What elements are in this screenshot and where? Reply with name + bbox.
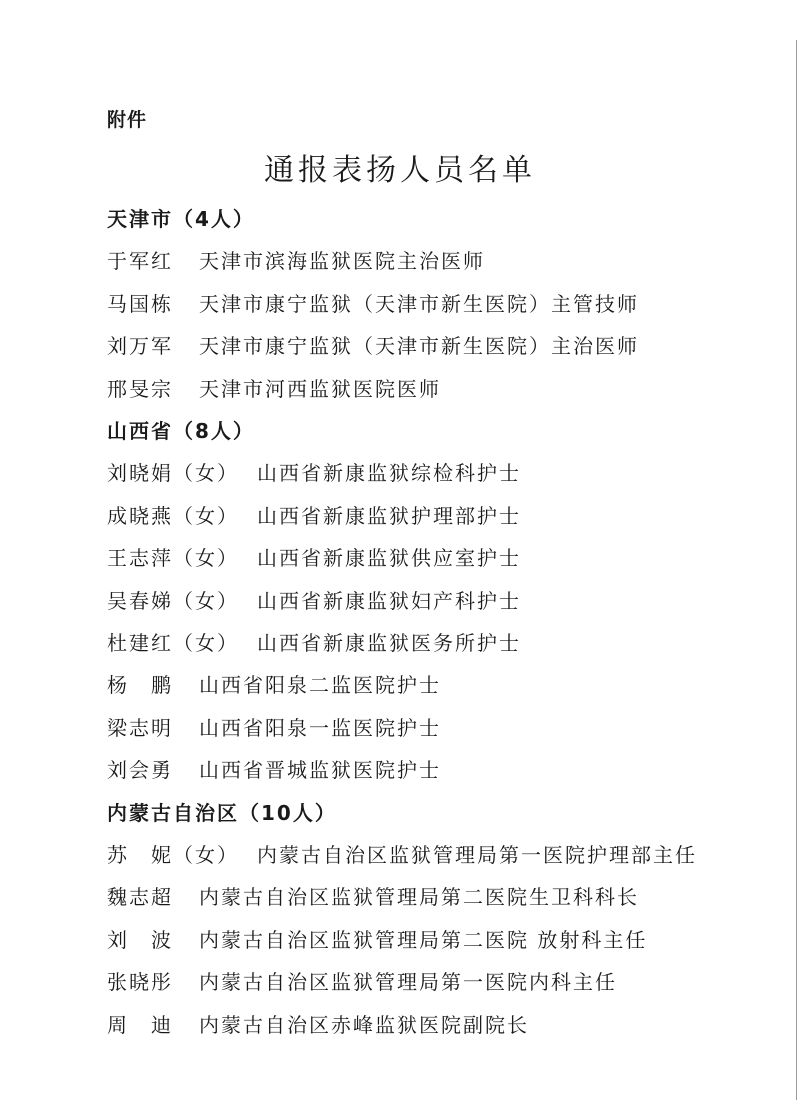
honoree-title: 天津市滨海监狱医院主治医师	[199, 249, 485, 274]
honoree-entry	[107, 247, 485, 275]
honoree-name: 苏 妮（女）	[107, 843, 239, 867]
honoree-name: 王志萍（女）	[107, 546, 239, 571]
honoree-name: 杨 鹏	[107, 673, 173, 698]
honoree-title: 山西省晋城监狱医院护士	[199, 758, 441, 783]
honoree-title: 山西省新康监狱供应室护士	[257, 546, 521, 571]
honoree-title: 山西省阳泉一监医院护士	[199, 715, 441, 740]
honoree-entry	[107, 502, 521, 530]
honoree-name: 于军红	[107, 249, 173, 274]
honoree-name: 梁志明	[107, 715, 173, 740]
honoree-title: 内蒙古自治区监狱管理局第二医院 放射科主任	[199, 927, 648, 952]
honoree-entry	[107, 459, 521, 487]
attachment-label: 附件	[107, 109, 148, 131]
honoree-entry	[107, 290, 639, 318]
region-heading: 山西省（8人）	[107, 419, 255, 443]
region-heading: 内蒙古自治区（10人）	[107, 800, 337, 825]
document-title: 通报表扬人员名单	[264, 153, 536, 188]
honoree-entry	[107, 671, 441, 699]
honoree-entry	[107, 375, 441, 403]
honoree-name: 魏志超	[107, 885, 173, 910]
honoree-title: 山西省新康监狱综检科护士	[257, 461, 521, 486]
honoree-title: 天津市康宁监狱（天津市新生医院）主治医师	[199, 334, 639, 359]
honoree-title: 天津市河西监狱医院医师	[199, 376, 441, 401]
region-heading: 天津市（4人）	[107, 207, 255, 231]
scan-edge-line	[796, 40, 797, 1100]
honoree-name: 刘会勇	[107, 758, 173, 783]
honoree-name: 成晓燕（女）	[107, 503, 239, 528]
honoree-name: 杜建红（女）	[107, 631, 239, 655]
honoree-title: 山西省新康监狱妇产科护士	[257, 588, 521, 613]
honoree-entry	[107, 756, 441, 784]
honoree-entry	[107, 883, 639, 911]
honoree-entry	[107, 544, 521, 572]
honoree-entry	[107, 332, 639, 360]
honoree-entry	[107, 714, 441, 742]
honoree-name: 邢旻宗	[107, 376, 173, 401]
honoree-title: 内蒙古自治区监狱管理局第一医院内科主任	[199, 970, 617, 995]
honoree-entry	[107, 841, 697, 869]
honoree-title: 山西省新康监狱医务所护士	[257, 631, 521, 655]
honoree-name: 周 迪	[107, 1012, 173, 1037]
honoree-title: 内蒙古自治区监狱管理局第二医院生卫科科长	[199, 885, 639, 910]
honoree-entry	[107, 587, 521, 615]
honoree-name: 刘 波	[107, 927, 173, 952]
honoree-name: 吴春娣（女）	[107, 588, 239, 613]
honoree-title: 山西省阳泉二监医院护士	[199, 673, 441, 698]
honoree-name: 刘万军	[107, 334, 173, 359]
honoree-entry	[107, 968, 617, 996]
honoree-title: 山西省新康监狱护理部护士	[257, 503, 521, 528]
honoree-title: 内蒙古自治区监狱管理局第一医院护理部主任	[257, 843, 697, 867]
honoree-entry	[107, 1011, 529, 1039]
honoree-entry	[107, 629, 521, 657]
honoree-name: 张晓彤	[107, 970, 173, 995]
honoree-title: 内蒙古自治区赤峰监狱医院副院长	[199, 1012, 529, 1037]
honoree-name: 刘晓娟（女）	[107, 461, 239, 486]
honoree-title: 天津市康宁监狱（天津市新生医院）主管技师	[199, 291, 639, 316]
honoree-entry	[107, 926, 647, 954]
honoree-name: 马国栋	[107, 291, 173, 316]
